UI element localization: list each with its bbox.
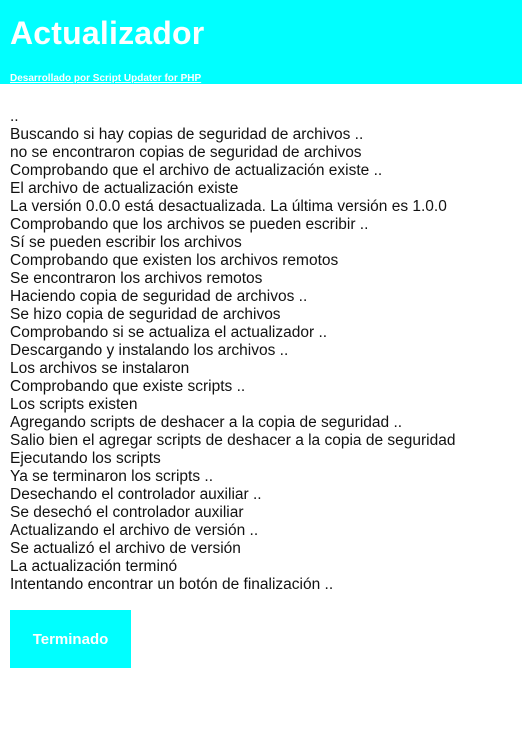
log-line: Descargando y instalando los archivos .. [10,342,289,359]
log-line: Comprobando que los archivos se pueden escribir .. [10,216,369,233]
log-line: Buscando si hay copias de seguridad de archivos .. [10,126,364,143]
log-line: Comprobando que existen los archivos remotos [10,252,339,269]
log-line: Los archivos se instalaron [10,360,190,377]
log-line: Comprobando que el archivo de actualización existe .. [10,162,383,179]
app-header [0,0,522,84]
log-line: Se actualizó el archivo de versión [10,540,241,557]
log-line: Comprobando que existe scripts .. [10,378,246,395]
log-line: Comprobando si se actualiza el actualizador .. [10,324,328,341]
log-line: Salio bien el agregar scripts de deshacer a la copia de seguridad [10,432,456,449]
log-line: Intentando encontrar un botón de finalización .. [10,576,334,593]
log-line: Se desechó el controlador auxiliar [10,504,244,521]
log-line: El archivo de actualización existe [10,180,239,197]
log-line: no se encontraron copias de seguridad de archivos [10,144,362,161]
log-line: .. [10,108,19,125]
log-line: Haciendo copia de seguridad de archivos .. [10,288,308,305]
log-line: La versión 0.0.0 está desactualizada. La última versión es 1.0.0 [10,198,447,215]
log-line: Ya se terminaron los scripts .. [10,468,214,485]
log-line: Sí se pueden escribir los archivos [10,234,242,251]
log-line: Desechando el controlador auxiliar .. [10,486,262,503]
update-log [0,84,522,594]
log-line: Los scripts existen [10,396,138,413]
developer-credit-link[interactable]: Desarrollado por Script Updater for PHP [10,73,202,84]
log-line: Se encontraron los archivos remotos [10,270,263,287]
finish-button[interactable]: Terminado [10,610,131,668]
page-title: Actualizador [10,15,205,51]
log-line: Actualizando el archivo de versión .. [10,522,259,539]
log-line: La actualización terminó [10,558,178,575]
log-line: Se hizo copia de seguridad de archivos [10,306,281,323]
log-line: Agregando scripts de deshacer a la copia de seguridad .. [10,414,403,431]
log-line: Ejecutando los scripts [10,450,161,467]
